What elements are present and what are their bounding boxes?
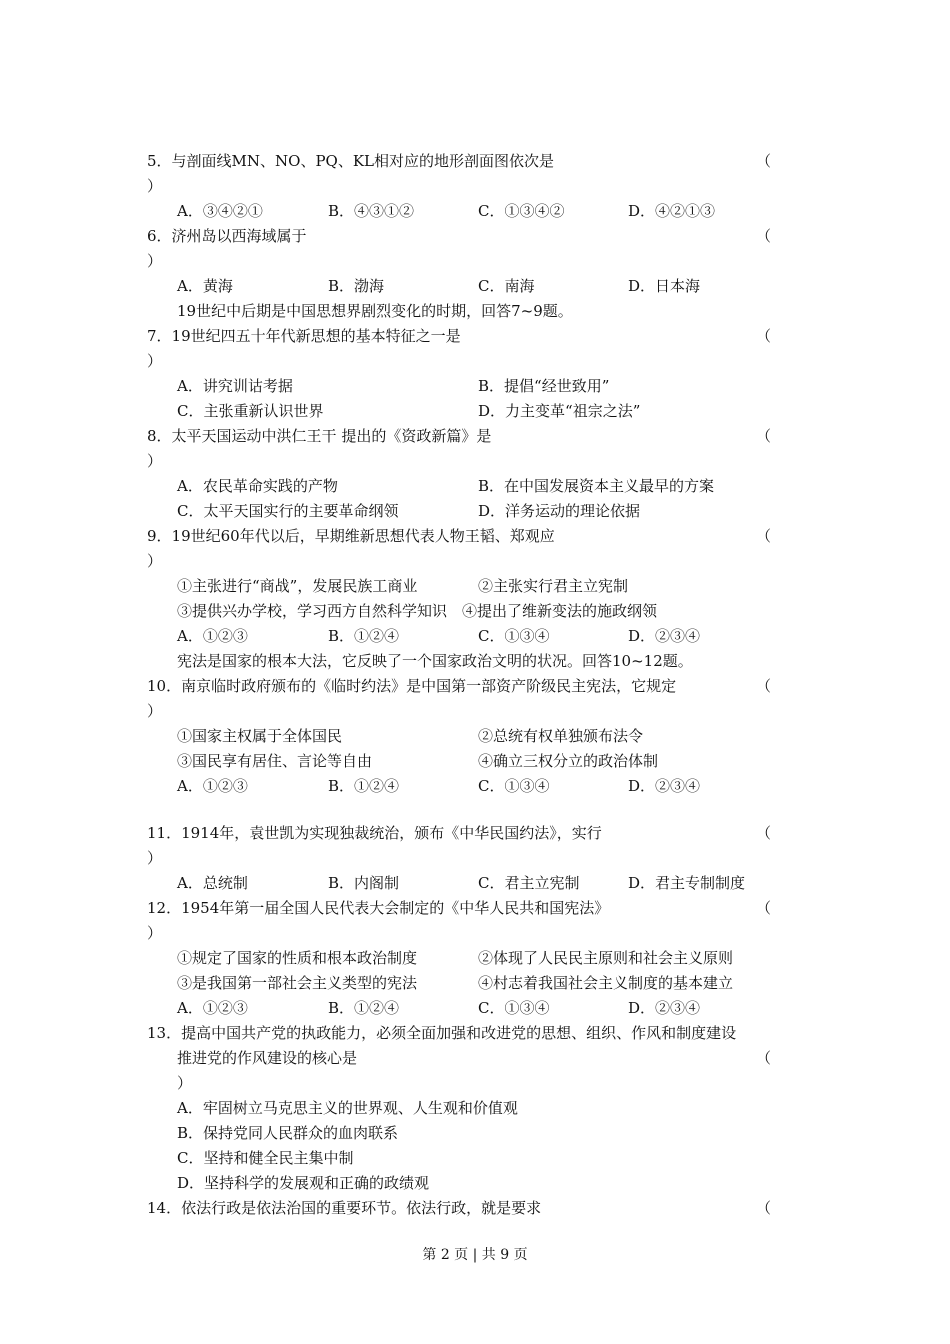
options-row — [0, 375, 950, 397]
options-row — [0, 997, 950, 1019]
option-c: C．坚持和健全民主集中制 — [177, 1149, 354, 1167]
option-b: B．①②④ — [328, 999, 400, 1017]
option-b: B．在中国发展资本主义最早的方案 — [478, 477, 715, 495]
options-row — [0, 500, 950, 522]
statement-1: ①规定了国家的性质和根本政治制度 — [177, 949, 418, 967]
question-12 — [0, 897, 950, 919]
answer-paren-open: （ — [756, 899, 772, 917]
statement-1: ①主张进行“商战”，发展民族工商业 — [177, 577, 418, 595]
statement-row — [0, 947, 950, 969]
answer-paren-open: （ — [756, 227, 772, 245]
option-c: C．主张重新认识世界 — [177, 402, 324, 420]
option-d: D．力主变革“祖宗之法” — [478, 402, 641, 420]
question-stem: 13．提高中国共产党的执政能力，必须全面加强和改进党的思想、组织、作风和制度建设 — [147, 1024, 737, 1042]
option-d: D．坚持科学的发展观和正确的政绩观 — [177, 1174, 430, 1192]
option-c: C．①③④ — [478, 627, 550, 645]
section-intro: 宪法是国家的根本大法，它反映了一个国家政治文明的状况。回答10~12题。 — [177, 652, 693, 670]
option-d: D．④②①③ — [628, 202, 716, 220]
statement-4: ④村志着我国社会主义制度的基本建立 — [478, 974, 734, 992]
option-d: D．②③④ — [628, 777, 701, 795]
option-d: D．②③④ — [628, 999, 701, 1017]
answer-paren-open: （ — [756, 1199, 772, 1217]
question-stem: 10．南京临时政府颁布的《临时约法》是中国第一部资产阶级民主宪法，它规定 — [147, 677, 677, 695]
question-stem: 12．1954年第一届全国人民代表大会制定的《中华人民共和国宪法》 — [147, 899, 610, 917]
question-stem-continued: 推进党的作风建设的核心是 — [177, 1049, 358, 1067]
option-a: A．牢固树立马克思主义的世界观、人生观和价值观 — [177, 1099, 518, 1117]
statement-row — [0, 600, 950, 622]
option-c: C．①③④ — [478, 999, 550, 1017]
question-9 — [0, 525, 950, 547]
option-b: B．渤海 — [328, 277, 385, 295]
option-a: A．黄海 — [177, 277, 233, 295]
option-a: A．①②③ — [177, 777, 248, 795]
option-d: D．君主专制制度 — [628, 874, 746, 892]
question-stem: 5．与剖面线MN、NO、PQ、KL相对应的地形剖面图依次是 — [147, 152, 555, 170]
answer-paren-close: ） — [147, 924, 163, 942]
question-13 — [0, 1022, 950, 1044]
answer-paren-close: ） — [147, 452, 163, 470]
option-d: D．②③④ — [628, 627, 701, 645]
option-a: A．农民革命实践的产物 — [177, 477, 338, 495]
statement-3: ③是我国第一部社会主义类型的宪法 — [177, 974, 418, 992]
option-b: B．提倡“经世致用” — [478, 377, 610, 395]
statement-2: ②总统有权单独颁布法令 — [478, 727, 644, 745]
question-stem: 11．1914年，袁世凯为实现独裁统治，颁布《中华民国约法》，实行 — [147, 824, 602, 842]
statement-row — [0, 725, 950, 747]
answer-paren-open: （ — [756, 427, 772, 445]
answer-paren-open: （ — [756, 152, 772, 170]
answer-paren-open: （ — [756, 327, 772, 345]
question-14 — [0, 1197, 950, 1219]
option-b: B．①②④ — [328, 627, 400, 645]
question-stem: 14．依法行政是依法治国的重要环节。依法行政，就是要求 — [147, 1199, 542, 1217]
statement-row — [0, 575, 950, 597]
question-6 — [0, 225, 950, 247]
answer-paren-close: ） — [147, 177, 163, 195]
options-row — [0, 775, 950, 797]
option-b: B．①②④ — [328, 777, 400, 795]
option-a: A．③④②① — [177, 202, 263, 220]
question-10 — [0, 675, 950, 697]
option-a: A．总统制 — [177, 874, 248, 892]
answer-paren-open: （ — [756, 824, 772, 842]
section-intro: 19世纪中后期是中国思想界剧烈变化的时期，回答7~9题。 — [177, 302, 573, 320]
option-d: D．日本海 — [628, 277, 701, 295]
option-b: B．④③①② — [328, 202, 415, 220]
question-stem: 7．19世纪四五十年代新思想的基本特征之一是 — [147, 327, 461, 345]
statement-2: ②主张实行君主立宪制 — [478, 577, 629, 595]
options-row — [0, 625, 950, 647]
answer-paren-close: ） — [147, 702, 163, 720]
options-row — [0, 400, 950, 422]
statement-row — [0, 972, 950, 994]
options-row — [0, 275, 950, 297]
options-row — [0, 475, 950, 497]
option-a: A．①②③ — [177, 627, 248, 645]
statement-3: ③国民享有居住、言论等自由 — [177, 752, 373, 770]
option-b: B．保持党同人民群众的血肉联系 — [177, 1124, 399, 1142]
option-c: C．①③④② — [478, 202, 565, 220]
statement-4: ④确立三权分立的政治体制 — [478, 752, 659, 770]
option-c: C．太平天国实行的主要革命纲领 — [177, 502, 399, 520]
option-d: D．洋务运动的理论依据 — [478, 502, 641, 520]
question-stem: 6．济州岛以西海域属于 — [147, 227, 307, 245]
answer-paren-close: ） — [147, 552, 163, 570]
option-c: C．①③④ — [478, 777, 550, 795]
option-b: B．内阁制 — [328, 874, 400, 892]
option-c: C．南海 — [478, 277, 535, 295]
question-stem: 9．19世纪60年代以后，早期维新思想代表人物王韬、郑观应 — [147, 527, 555, 545]
option-c: C．君主立宪制 — [478, 874, 580, 892]
answer-paren-open: （ — [756, 527, 772, 545]
statement-3: ③提供兴办学校，学习西方自然科学知识 — [177, 602, 448, 620]
statement-2: ②体现了人民民主原则和社会主义原则 — [478, 949, 734, 967]
option-a: A．①②③ — [177, 999, 248, 1017]
answer-paren-close: ） — [147, 352, 163, 370]
question-8 — [0, 425, 950, 447]
answer-paren-close: ） — [147, 849, 163, 867]
answer-paren-open: （ — [756, 677, 772, 695]
options-row — [0, 872, 950, 894]
answer-paren-close: ） — [147, 252, 163, 270]
statement-4: ④提出了维新变法的施政纲领 — [462, 602, 658, 620]
options-row — [0, 200, 950, 222]
statement-row — [0, 750, 950, 772]
answer-paren-open: （ — [756, 1049, 772, 1067]
question-stem: 8．太平天国运动中洪仁王干 提出的《资政新篇》是 — [147, 427, 492, 445]
answer-paren-close: ） — [177, 1074, 193, 1092]
page-footer: 第 2 页 | 共 9 页 — [422, 1247, 528, 1263]
statement-1: ①国家主权属于全体国民 — [177, 727, 343, 745]
question-11 — [0, 822, 950, 844]
question-5 — [0, 150, 950, 172]
question-7 — [0, 325, 950, 347]
option-a: A．讲究训诂考据 — [177, 377, 293, 395]
